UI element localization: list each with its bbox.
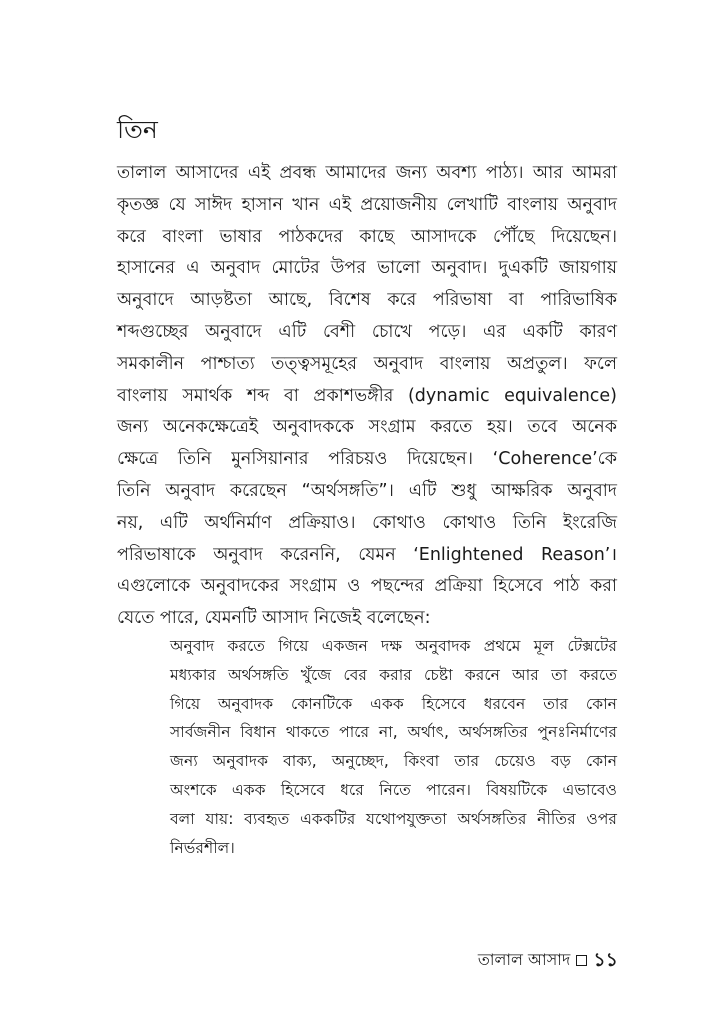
paragraph-line: পরিভাষাকে অনুবাদ করেননি, যেমন ‘Enlightened Reason’। [117, 544, 617, 565]
main-paragraph [117, 158, 617, 635]
page-number: ১১ [593, 949, 618, 971]
paragraph-line: করে বাংলা ভাষার পাঠকদের কাছে আসাদকে পৌঁছে দিয়েছেন। [117, 226, 617, 247]
paragraph-line: তিনি অনুবাদ করেছেন “অর্থসঙ্গতি”। এটি শুধু আক্ষরিক অনুবাদ [117, 480, 617, 501]
paragraph-line: যেতে পারে, যেমনটি আসাদ নিজেই বলেছেন: [117, 608, 431, 629]
paragraph-line: শব্দগুচ্ছের অনুবাদে এটি বেশী চোখে পড়ে। এর একটি কারণ [117, 321, 617, 342]
quote-line: নির্ভরশীল। [170, 838, 235, 857]
paragraph-line: এগুলোকে অনুবাদকের সংগ্রাম ও পছন্দের প্রক্রিয়া হিসেবে পাঠ করা [117, 576, 617, 597]
running-title: তালাল আসাদ [477, 950, 571, 969]
paragraph-line: তালাল আসাদের এই প্রবন্ধ আমাদের জন্য অবশ্য পাঠ্য। আর আমরা [117, 163, 617, 183]
block-quote [170, 632, 617, 862]
chapter-heading: তিন [117, 115, 158, 144]
paragraph-line: বাংলায় সমার্থক শব্দ বা প্রকাশভঙ্গীর (dynamic equivalence) [117, 385, 617, 406]
paragraph-line: নয়, এটি অর্থনির্মাণ প্রক্রিয়াও। কোথাও কোথাও তিনি ইংরেজি [117, 512, 617, 533]
paragraph-line: জন্য অনেকক্ষেত্রেই অনুবাদককে সংগ্রাম করতে হয়। তবে অনেক [117, 417, 617, 438]
quote-line: মধ্যকার অর্থসঙ্গতি খুঁজে বের করার চেষ্টা করনে আর তা করতে [170, 665, 617, 684]
square-separator-icon [576, 955, 587, 966]
paragraph-line: সমকালীন পাশ্চাত্য তত্ত্বসমূহের অনুবাদ বাংলায় অপ্রতুল। ফলে [117, 353, 617, 374]
quote-line: গিয়ে অনুবাদক কোনটিকে একক হিসেবে ধরবেন তার কোন [170, 694, 617, 713]
paragraph-line: কৃতজ্ঞ যে সাঈদ হাসান খান এই প্রয়োজনীয় লেখাটি বাংলায় অনুবাদ [117, 194, 617, 215]
page-footer [478, 948, 618, 972]
quote-line: অনুবাদ করতে গিয়ে একজন দক্ষ অনুবাদক প্রথমে মূল টেক্সটের [170, 637, 617, 655]
quote-line: সার্বজনীন বিধান থাকতে পারে না, অর্থাৎ, অর্থসঙ্গতির পুনঃনির্মাণের [170, 723, 617, 742]
quote-line: অংশকে একক হিসেবে ধরে নিতে পারেন। বিষয়টিকে এভাবেও [170, 780, 617, 799]
quote-line: জন্য অনুবাদক বাক্য, অনুচ্ছেদ, কিংবা তার চেয়েও বড় কোন [170, 752, 617, 771]
paragraph-line: অনুবাদে আড়ষ্টতা আছে, বিশেষ করে পরিভাষা বা পারিভাষিক [117, 290, 617, 311]
paragraph-line: হাসানের এ অনুবাদ মোটের উপর ভালো অনুবাদ। দুএকটি জায়গায় [117, 258, 617, 279]
quote-line: বলা যায়: ব্যবহৃত এককটির যথোপযুক্ততা অর্থসঙ্গতির নীতির ওপর [170, 809, 617, 828]
paragraph-line: ক্ষেত্রে তিনি মুনসিয়ানার পরিচয়ও দিয়েছেন। ‘Coherence’কে [117, 449, 617, 470]
